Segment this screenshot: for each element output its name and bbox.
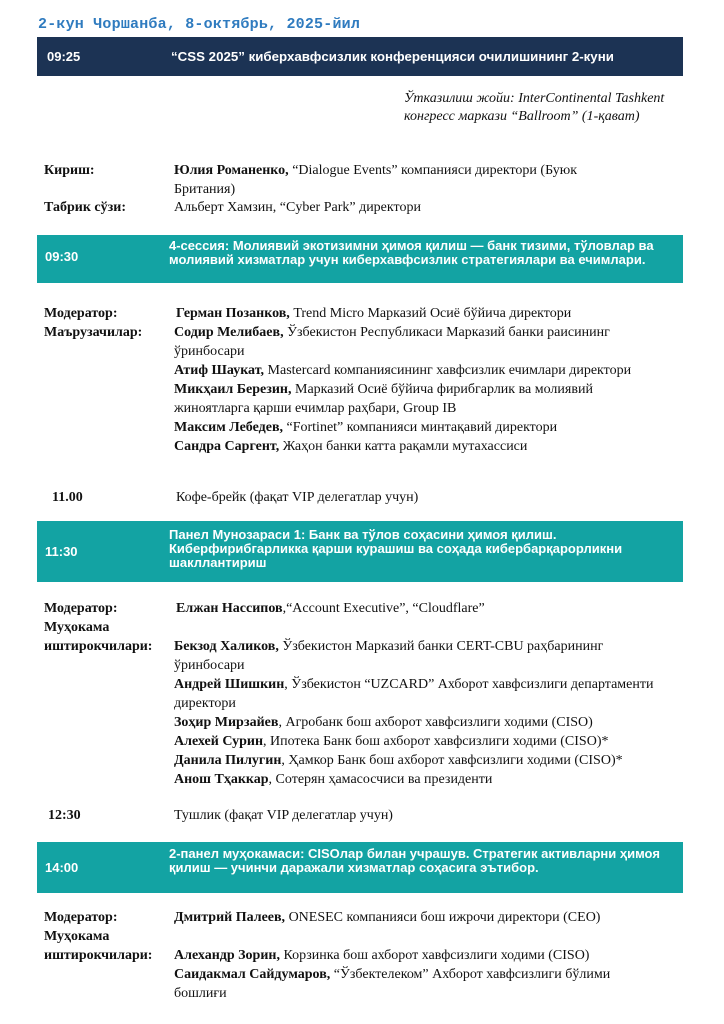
panel1-participants-label-2: иштирокчилари: xyxy=(44,639,153,654)
participant-item: Алехей Сурин, Ипотека Банк бош ахборот хавфсизлиги ходими (CISO)* xyxy=(174,734,609,749)
participant-item: Зоҳир Мирзайев, Агробанк бош ахборот хавфсизлиги ходими (CISO) xyxy=(174,715,593,730)
panel1-participants-label-1: Муҳокама xyxy=(44,620,110,635)
participant-item: Алехандр Зорин, Корзинка бош ахборот хавфсизлиги ходими (CISO) xyxy=(174,948,590,963)
greeting-text: Альберт Хамзин, “Cyber Park” директори xyxy=(174,200,421,215)
lunch-time: 12:30 xyxy=(48,808,81,823)
lunch-text: Тушлик (фақат VIP делегатлар учун) xyxy=(174,808,393,823)
session4-moderator-label: Модератор: xyxy=(44,306,118,321)
panel2-moderator: Дмитрий Палеев, ONESEC компанияси бош ижрочи директори (CEO) xyxy=(174,910,601,925)
intro-desc: “Dialogue Events” компанияси директори (Буюк Британия) xyxy=(174,163,578,197)
speaker-item: Сандра Саргент, Жаҳон банки катта рақамли мутахассиси xyxy=(174,439,528,454)
opening-title: “CSS 2025” киберхавфсизлик конференцияси очилишининг 2-куни xyxy=(171,49,614,64)
participant-item: Андрей Шишкин, Ўзбекистон “UZCARD” Ахборот хавфсизлиги департаменти директори xyxy=(174,677,654,711)
coffee-text: Кофе-брейк (фақат VIP делегатлар учун) xyxy=(176,490,419,505)
speaker-item: Микҳаил Березин, Марказий Осиё бўйича фирибгарлик ва молиявий жиноятларга қарши ечимлар раҳбари, Group IB xyxy=(174,382,593,416)
intro-text xyxy=(174,161,634,199)
panel2-moderator-label: Модератор: xyxy=(44,910,118,925)
panel2-participants-label-1: Муҳокама xyxy=(44,929,110,944)
panel1-participants xyxy=(174,637,654,789)
session4-title: 4-сессия: Молиявий экотизимни ҳимоя қилиш — банк тизими, тўловлар ва молиявий хизматлар учун киберхавфсизлик стратегиялари ва ечимлари. xyxy=(169,238,654,267)
speaker-item: Содир Мелибаев, Ўзбекистон Республикаси Марказий банки раисининг ўринбосари xyxy=(174,325,610,359)
panel1-moderator-label: Модератор: xyxy=(44,601,118,616)
session4-speakers xyxy=(174,323,644,456)
day-title: 2-кун Чоршанба, 8-октябрь, 2025-йил xyxy=(38,16,361,33)
panel1-bar xyxy=(37,521,683,582)
panel2-participants-label-2: иштирокчилари: xyxy=(44,948,153,963)
opening-time: 09:25 xyxy=(47,49,81,64)
participant-item: Анош Тҳаккар, Сотерян ҳамасосчиси ва президенти xyxy=(174,772,493,787)
opening-bar xyxy=(37,37,683,76)
participant-item: Саидакмал Сайдумаров, “Ўзбектелеком” Ахборот хавфсизлиги бўлими бошлиғи xyxy=(174,967,611,1001)
intro-name: Юлия Романенко, xyxy=(174,163,289,178)
session4-time: 09:30 xyxy=(45,249,79,264)
participant-item: Бекзод Халиков, Ўзбекистон Марказий банки CERT-CBU раҳбарининг ўринбосари xyxy=(174,639,604,673)
panel1-title: Панел Мунозараси 1: Банк ва тўлов соҳасини ҳимоя қилиш. Киберфирибгарликка қарши курашиш ва соҳада кибербарқарорликни шакллантириш xyxy=(169,527,623,570)
panel2-time: 14:00 xyxy=(45,860,79,875)
intro-label: Кириш: xyxy=(44,163,95,178)
session4-moderator: Герман Позанков, Trend Micro Марказий Осиё бўйича директори xyxy=(176,306,572,321)
session4-bar xyxy=(37,235,683,283)
panel2-title: 2-панел муҳокамаси: CISOлар билан учрашув. Стратегик активларни ҳимоя қилиш — учинчи даражали хизматлар соҳасига эътибор. xyxy=(169,846,660,875)
participant-item: Данила Пилугин, Ҳамкор Банк бош ахборот хавфсизлиги ходими (CISO)* xyxy=(174,753,623,768)
speaker-item: Максим Лебедев, “Fortinet” компанияси минтақавий директори xyxy=(174,420,558,435)
greeting-label: Табрик сўзи: xyxy=(44,200,126,215)
speaker-item: Атиф Шаукат, Mastercard компаниясининг хавфсизлик ечимлари директори xyxy=(174,363,632,378)
panel1-moderator: Елжан Нассипов,“Account Executive”, “Cloudflare” xyxy=(176,601,485,616)
coffee-time: 11.00 xyxy=(52,490,83,505)
panel1-time: 11:30 xyxy=(45,544,78,559)
panel2-participants xyxy=(174,946,654,1003)
session4-speakers-label: Маърузачилар: xyxy=(44,325,143,340)
venue-note: Ўтказилиш жойи: InterContinental Tashkent конгресс маркази “Ballroom” (1-қават) xyxy=(404,91,665,124)
panel2-bar xyxy=(37,842,683,893)
